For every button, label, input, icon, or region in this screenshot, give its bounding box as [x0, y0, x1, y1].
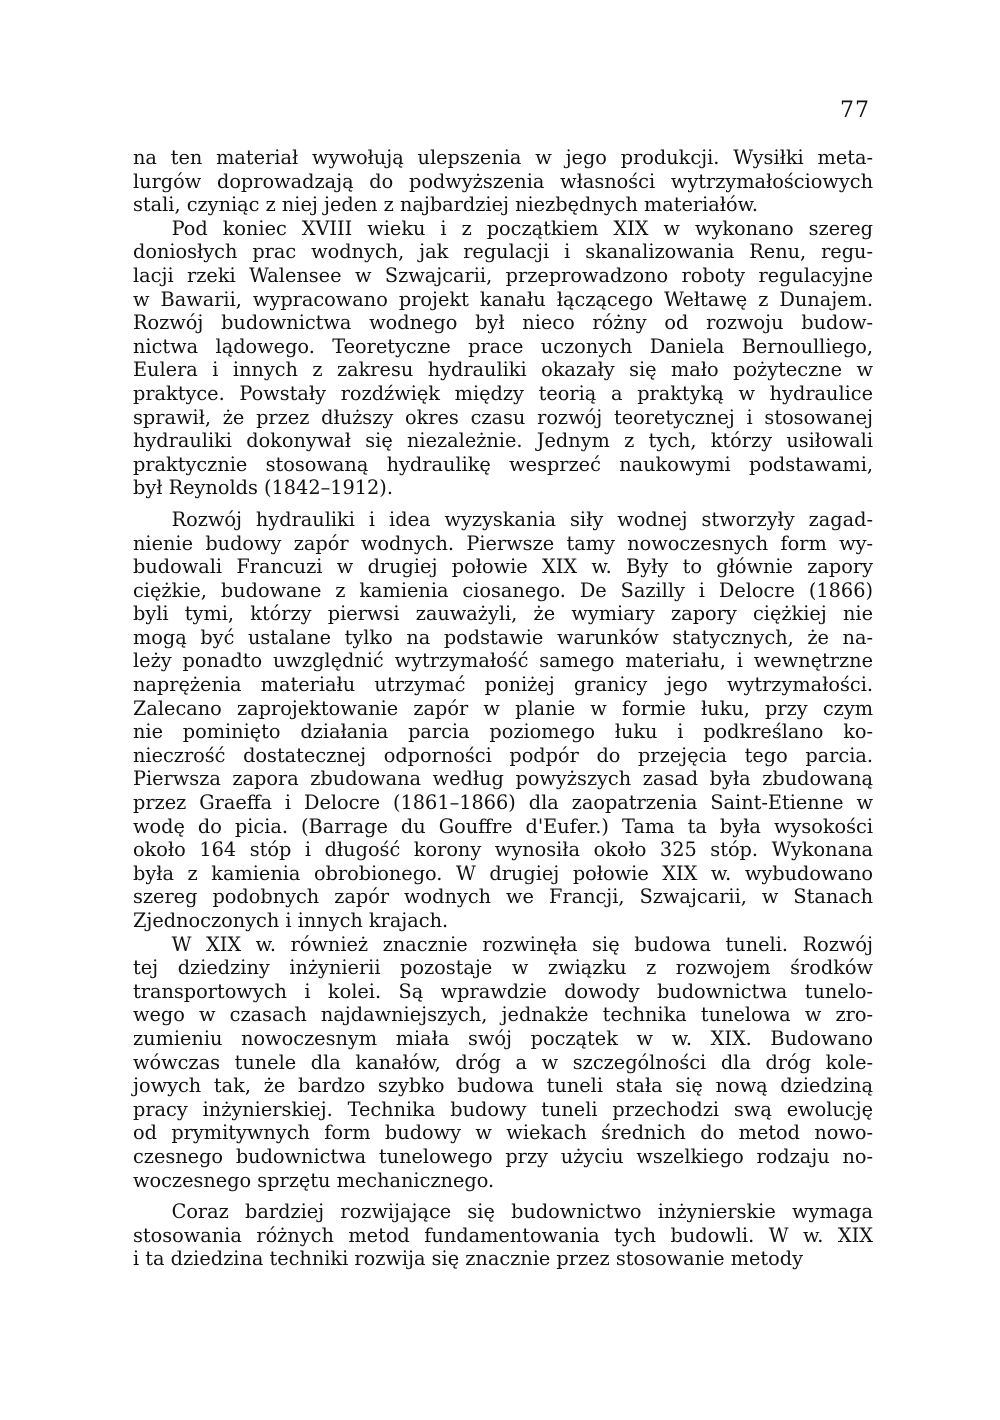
text-line: od prymitywnych form budowy w wiekach średnich do metod nowo-	[133, 1121, 873, 1145]
text-line: ciężkie, budowane z kamienia ciosanego. De Sazilly i Delocre (1866)	[133, 578, 873, 602]
text-line: tej dziedziny inżynierii pozostaje w związku z rozwojem środków	[133, 956, 873, 980]
paragraph	[133, 146, 873, 217]
text-line: w Bawarii, wypracowano projekt kanału łączącego Wełtawę z Dunajem.	[133, 287, 873, 311]
text-line: Coraz bardziej rozwijające się budownictwo inżynierskie wymaga	[133, 1200, 873, 1224]
text-line: transportowych i kolei. Są wprawdzie dowody budownictwa tunelo-	[133, 979, 873, 1003]
text-line: W XIX w. również znacznie rozwinęła się budowa tuneli. Rozwój	[133, 932, 873, 956]
text-line: Rozwój budownictwa wodnego był nieco różny od rozwoju budow-	[133, 311, 873, 335]
text-line: wego w czasach najdawniejszych, jednakże technika tunelowa w zro-	[133, 1003, 873, 1027]
text-line: Rozwój hydrauliki i idea wyzyskania siły wodnej stworzyły zagad-	[133, 507, 873, 531]
text-line: na ten materiał wywołują ulepszenia w jego produkcji. Wysiłki meta-	[133, 146, 873, 169]
text-line: nie pominięto działania parcia poziomego łuku i podkreślano ko-	[133, 720, 873, 744]
text-line: nienie budowy zapór wodnych. Pierwsze tamy nowoczesnych form wy-	[133, 531, 873, 555]
text-line: byli tymi, którzy pierwsi zauważyli, że wymiary zapory ciężkiej nie	[133, 602, 873, 626]
text-line: doniosłych prac wodnych, jak regulacji i skanalizowania Renu, regu-	[133, 240, 873, 264]
text-line: sprawił, że przez dłuższy okres czasu rozwój teoretycznej i stosowanej	[133, 405, 873, 429]
paragraph	[133, 933, 873, 1193]
text-line: praktycznie stosowaną hydraulikę wesprzeć naukowymi podstawami,	[133, 452, 873, 476]
text-line: stali, czyniąc z niej jeden z najbardziej niezbędnych materiałów.	[133, 193, 759, 217]
paragraph	[133, 1200, 873, 1271]
text-line: nictwa lądowego. Teoretyczne prace uczonych Daniela Bernoulliego,	[133, 334, 873, 358]
text-line: mogą być ustalane tylko na podstawie warunków statycznych, że na-	[133, 625, 873, 649]
text-line: nieczrość dostatecznej odporności podpór do przejęcia tego parcia.	[133, 743, 873, 767]
text-line: hydrauliki dokonywał się niezależnie. Jednym z tych, którzy usiłowali	[133, 429, 873, 453]
text-line: naprężenia materiału utrzymać poniżej granicy jego wytrzymałości.	[133, 673, 873, 697]
text-line: czesnego budownictwa tunelowego przy użyciu wszelkiego rodzaju no-	[133, 1144, 873, 1168]
text-line: wówczas tunele dla kanałów, dróg a w szczególności dla dróg kole-	[133, 1050, 873, 1074]
text-line: i ta dziedzina techniki rozwija się znacznie przez stosowanie metody	[133, 1247, 803, 1271]
text-line: woczesnego sprzętu mechanicznego.	[133, 1168, 495, 1192]
text-line: przez Graeffa i Delocre (1861–1866) dla zaopatrzenia Saint-Etienne w	[133, 791, 873, 815]
text-line: Pod koniec XVIII wieku i z początkiem XIX w wykonano szereg	[133, 216, 873, 240]
text-line: około 164 stóp i długość korony wynosiła około 325 stóp. Wykonana	[133, 838, 873, 862]
text-line: był Reynolds (1842–1912).	[133, 476, 393, 500]
text-line: praktyce. Powstały rozdźwięk między teorią a praktyką w hydraulice	[133, 381, 873, 405]
text-line: lurgów doprowadzają do podwyższenia własności wytrzymałościowych	[133, 169, 873, 193]
text-line: leży ponadto uwzględnić wytrzymałość samego materiału, i wewnętrzne	[133, 649, 873, 673]
text-line: Pierwsza zapora zbudowana według powyższych zasad była zbudowaną	[133, 767, 873, 791]
text-line: zumieniu nowoczesnym miała swój początek w w. XIX. Budowano	[133, 1026, 873, 1050]
body-text	[133, 146, 873, 1271]
text-line: Zjednoczonych i innych krajach.	[133, 909, 449, 932]
text-line: była z kamienia obrobionego. W drugiej połowie XIX w. wybudowano	[133, 861, 873, 885]
text-line: wodę do picia. (Barrage du Gouffre d'Eufer.) Tama ta była wysokości	[133, 814, 873, 838]
text-line: pracy inżynierskiej. Technika budowy tuneli przechodzi swą ewolucję	[133, 1097, 873, 1121]
paragraph	[133, 508, 873, 933]
text-line: Zalecano zaprojektowanie zapór w planie w formie łuku, przy czym	[133, 696, 873, 720]
text-line: budowali Francuzi w drugiej połowie XIX w. Były to głównie zapory	[133, 555, 873, 579]
text-line: lacji rzeki Walensee w Szwajcarii, przeprowadzono roboty regulacyjne	[133, 263, 873, 287]
text-line: szereg podobnych zapór wodnych we Francji, Szwajcarii, w Stanach	[133, 885, 873, 909]
text-line: jowych tak, że bardzo szybko budowa tuneli stała się nową dziedziną	[133, 1074, 873, 1098]
text-line: Eulera i innych z zakresu hydrauliki okazały się mało pożyteczne w	[133, 358, 873, 382]
paragraph	[133, 217, 873, 500]
page-number: 77	[840, 98, 870, 123]
text-line: stosowania różnych metod fundamentowania tych budowli. W w. XIX	[133, 1223, 873, 1247]
